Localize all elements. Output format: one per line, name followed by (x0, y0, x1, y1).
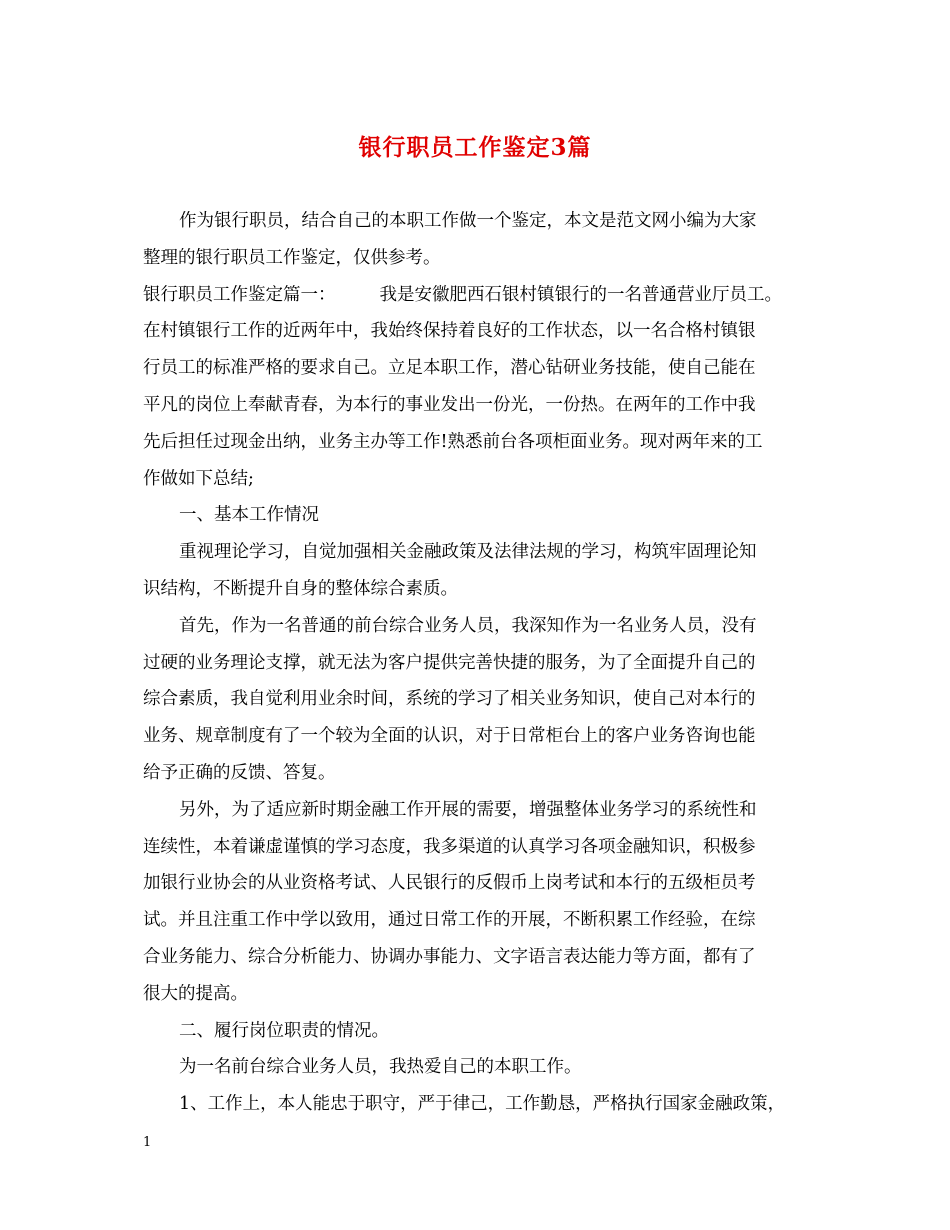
paragraph-line: 平凡的岗位上奉献青春，为本行的事业发出一份光，一份热。在两年的工作中我 (143, 394, 756, 415)
paragraph-line: 首先，作为一名普通的前台综合业务人员，我深知作为一名业务人员，没有 (179, 615, 757, 636)
paragraph-line: 加银行业协会的从业资格考试、人民银行的反假币上岗考试和本行的五级柜员考 (143, 873, 756, 894)
paragraph-line: 作做如下总结; (143, 468, 254, 489)
paragraph-line: 另外，为了适应新时期金融工作开展的需要，增强整体业务学习的系统性和 (179, 799, 757, 820)
paragraph-line: 合业务能力、综合分析能力、协调办事能力、文字语言表达能力等方面，都有了 (143, 946, 756, 967)
document-title: 银行职员工作鉴定3篇 (358, 134, 592, 161)
paragraph-line: 连续性，本着谦虚谨慎的学习态度，我多渠道的认真学习各项金融知识，积极参 (143, 836, 756, 857)
page-number: 1 (143, 1135, 152, 1150)
document-body (143, 203, 823, 1123)
paragraph-line: 行员工的标准严格的要求自己。立足本职工作，潜心钻研业务技能，使自己能在 (143, 358, 756, 379)
paragraph-line: 1、工作上，本人能忠于职守，严于律己，工作勤恳，严格执行国家金融政策， (179, 1094, 786, 1115)
paragraph-line: 业务、规章制度有了一个较为全面的认识，对于日常柜台上的客户业务咨询也能 (143, 726, 756, 747)
paragraph-line: 识结构，不断提升自身的整体综合素质。 (143, 578, 458, 599)
paragraph-text: 我是安徽肥西石银村镇银行的一名普通营业厅员工。 (379, 284, 782, 305)
paragraph-line: 作为银行职员，结合自己的本职工作做一个鉴定，本文是范文网小编为大家 (179, 211, 757, 231)
paragraph-line: 整理的银行职员工作鉴定，仅供参考。 (143, 247, 441, 268)
paragraph-line: 重视理论学习，自觉加强相关金融政策及法律法规的学习，构筑牢固理论知 (179, 542, 757, 563)
section-heading: 一、基本工作情况 (179, 505, 319, 526)
paragraph-line: 为一名前台综合业务人员，我热爱自己的本职工作。 (179, 1057, 582, 1078)
section-heading: 银行职员工作鉴定篇一： (143, 284, 336, 305)
paragraph-line (143, 277, 823, 314)
paragraph-line: 试。并且注重工作中学以致用，通过日常工作的开展，不断积累工作经验，在综 (143, 910, 756, 931)
section-heading: 二、履行岗位职责的情况。 (179, 1020, 389, 1041)
paragraph-line: 给予正确的反馈、答复。 (143, 762, 336, 783)
paragraph-line: 综合素质，我自觉利用业余时间，系统的学习了相关业务知识，使自己对本行的 (143, 689, 756, 710)
paragraph-line: 先后担任过现金出纳，业务主办等工作!熟悉前台各项柜面业务。现对两年来的工 (143, 431, 763, 452)
paragraph-line: 很大的提高。 (143, 983, 248, 1004)
paragraph-line: 过硬的业务理论支撑，就无法为客户提供完善快捷的服务，为了全面提升自己的 (143, 652, 756, 673)
paragraph-line: 在村镇银行工作的近两年中，我始终保持着良好的工作状态，以一名合格村镇银 (143, 321, 756, 342)
